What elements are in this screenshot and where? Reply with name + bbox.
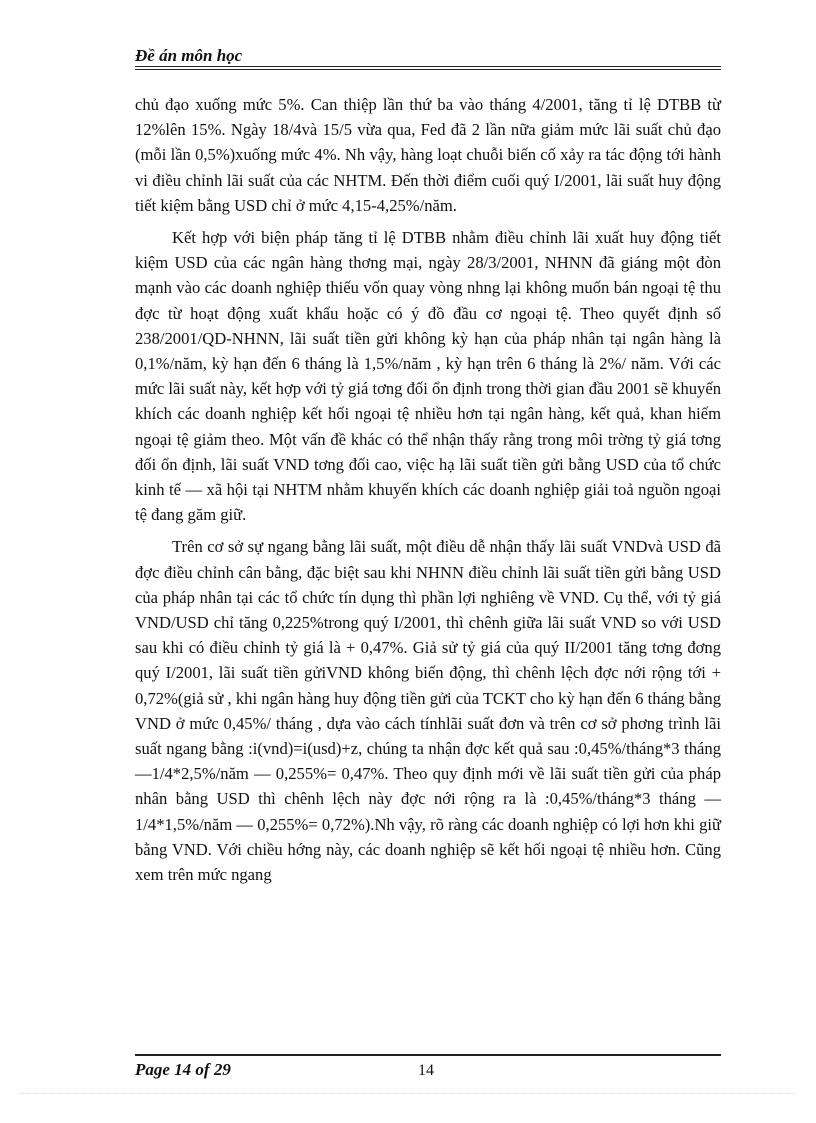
footer-divider (135, 1054, 721, 1056)
paragraph: Kết hợp với biện pháp tăng tỉ lệ DTBB nhằm điều chỉnh lãi xuất huy động tiết kiệm USD của các ngân hàng thơng mại, ngày 28/3/2001, NHNN đã giáng một đòn mạnh vào các doanh nghiệp thiếu vốn quay vòng nhng lại không muốn bán ngoại tệ thu đợc từ hoạt động xuất khẩu hoặc có ý đồ đầu cơ ngoại tệ. Theo quyết định số 238/2001/QD-NHNN, lãi suất tiền gửi không kỳ hạn của pháp nhân tại ngân hàng là 0,1%/năm, kỳ hạn đến 6 tháng là 1,5%/năm , kỳ hạn trên 6 tháng là 2%/ năm. Với các mức lãi suất này, kết hợp với tỷ giá tơng đối ổn định trong thời gian đầu 2001 sẽ khuyến khích các doanh nghiệp kết hối ngoại tệ nhiều hơn tại ngân hàng, kết quả, khan hiếm ngoại tệ giảm theo. Một vấn đề khác có thể nhận thấy rằng trong môi trờng tỷ giá tơng đối ổn định, lãi suất VND tơng đối cao, việc hạ lãi suất tiền gửi bằng USD của tổ chức kinh tế — xã hội tại NHTM nhằm khuyến khích các doanh nghiệp giải toả nguồn ngoại tệ đang găm giữ. (135, 228, 721, 525)
header-divider (135, 66, 721, 70)
page-header-title: Đề án môn học (135, 46, 243, 65)
document-body (135, 92, 721, 894)
page-bottom-dotted-line (20, 1093, 796, 1094)
footer-page-number: 14 (418, 1062, 434, 1079)
footer-page-label: Page 14 of 29 (135, 1060, 231, 1079)
paragraph: chủ đạo xuống mức 5%. Can thiệp lần thứ ba vào tháng 4/2001, tăng tỉ lệ DTBB từ 12%lên 15%. Ngày 18/4và 15/5 vừa qua, Fed đã 2 lần nữa giảm mức lãi suất chủ đạo (mỗi lần 0,5%)xuống mức 4%. Nh vậy, hàng loạt chuỗi biến cố xảy ra tác động tới hành vi điều chỉnh lãi suất của các NHTM. Đến thời điểm cuối quý I/2001, lãi suất huy động tiết kiệm bằng USD chỉ ở mức 4,15-4,25%/năm. (135, 95, 721, 215)
paragraph: Trên cơ sở sự ngang bằng lãi suất, một điều dễ nhận thấy lãi suất VNDvà USD đã đợc điều chỉnh cân bằng, đặc biệt sau khi NHNN điều chỉnh lãi suất tiền gửi bằng USD của pháp nhân tại các tổ chức tín dụng thì phần lợi nghiêng về VND. Cụ thể, với tỷ giá VND/USD chỉ tăng 0,225%trong quý I/2001, thì chênh giữa lãi suất VND so với USD sau khi có điều chỉnh tỷ giá là + 0,47%. Giả sử tỷ giá của quý II/2001 tăng tơng đơng quý I/2001, lãi suất tiền gửiVND không biến động, thì chênh lệch đợc nới rộng tới + 0,72%(giả sử , khi ngân hàng huy động tiền gửi của TCKT cho kỳ hạn đến 6 tháng bằng VND ở mức 0,45%/ tháng , dựa vào cách tínhlãi suất đơn và trên cơ sở phơng trình lãi suất ngang bằng :i(vnd)=i(usd)+z, chúng ta nhận đợc kết quả sau :0,45%/tháng*3 tháng —1/4*2,5%/năm — 0,255%= 0,47%. Theo quy định mới về lãi suất tiền gửi của pháp nhân bằng USD thì chênh lệch này đợc nới rộng ra là :0,45%/tháng*3 tháng —1/4*1,5%/năm — 0,255%= 0,72%).Nh vậy, rõ ràng các doanh nghiệp có lợi hơn khi giữ bằng VND. Với chiều hớng này, các doanh nghiệp sẽ kết hối ngoại tệ nhiều hơn. Cũng xem trên mức ngang (135, 537, 721, 885)
